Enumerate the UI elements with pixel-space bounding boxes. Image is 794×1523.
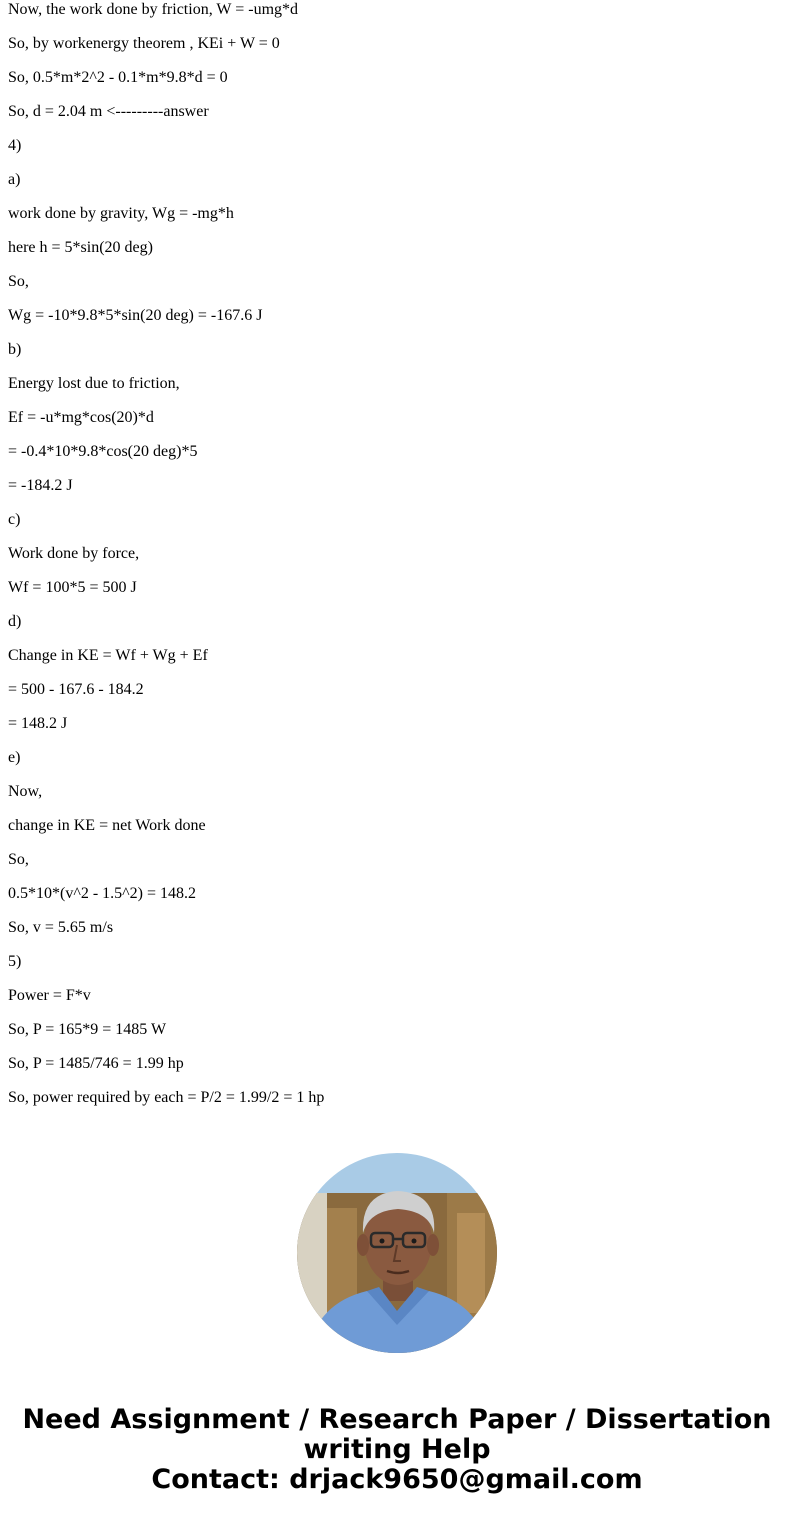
text-line: So, by workenergy theorem , KEi + W = 0 [8,35,280,52]
text-line: = -184.2 J [8,477,73,494]
text-line: here h = 5*sin(20 deg) [8,239,153,256]
text-line: a) [8,171,21,188]
text-line: So, d = 2.04 m <---------answer [8,103,209,120]
text-line: Wg = -10*9.8*5*sin(20 deg) = -167.6 J [8,307,263,324]
text-line: So, P = 1485/746 = 1.99 hp [8,1055,184,1072]
text-line: c) [8,511,21,528]
promo-line: writing Help [303,1434,491,1465]
promo-banner [0,1405,794,1495]
text-line: Change in KE = Wf + Wg + Ef [8,647,208,664]
solution-text [8,0,788,1123]
text-line: So, [8,851,29,868]
text-line: 5) [8,953,22,970]
text-line: Now, the work done by friction, W = -umg*d [8,1,299,18]
text-line: = -0.4*10*9.8*cos(20 deg)*5 [8,443,198,460]
text-line: So, [8,273,29,290]
avatar-portrait-icon [297,1153,497,1353]
text-line: Wf = 100*5 = 500 J [8,579,137,596]
avatar [297,1153,497,1353]
text-line: Ef = -u*mg*cos(20)*d [8,409,154,426]
text-line: 0.5*10*(v^2 - 1.5^2) = 148.2 [8,885,197,902]
text-line: e) [8,749,21,766]
text-line: work done by gravity, Wg = -mg*h [8,205,234,222]
text-line: = 148.2 J [8,715,68,732]
text-line: change in KE = net Work done [8,817,206,834]
text-line: = 500 - 167.6 - 184.2 [8,681,144,698]
promo-contact: Contact: drjack9650@gmail.com [151,1464,643,1495]
text-line: So, P = 165*9 = 1485 W [8,1021,167,1038]
text-line: Work done by force, [8,545,140,562]
text-line: So, power required by each = P/2 = 1.99/2 = 1 hp [8,1089,325,1106]
text-line: So, v = 5.65 m/s [8,919,114,936]
text-line: d) [8,613,22,630]
promo-line: Need Assignment / Research Paper / Dissertation [22,1404,772,1435]
text-line: So, 0.5*m*2^2 - 0.1*m*9.8*d = 0 [8,69,228,86]
text-line: b) [8,341,22,358]
text-line: Now, [8,783,43,800]
text-line: Power = F*v [8,987,91,1004]
text-line: 4) [8,137,22,154]
text-line: Energy lost due to friction, [8,375,180,392]
